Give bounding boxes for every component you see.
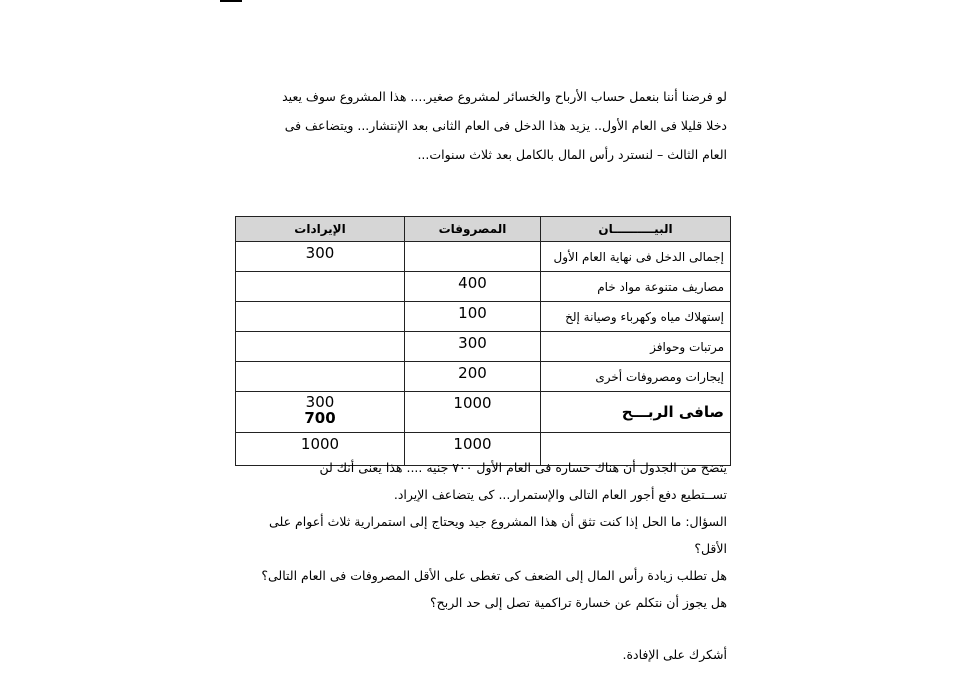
header-description: البيــــــــــان bbox=[541, 217, 731, 242]
header-expenses: المصروفات bbox=[405, 217, 541, 242]
header-revenues: الإيرادات bbox=[236, 217, 405, 242]
profit-revenues bbox=[236, 392, 405, 433]
row-expenses: 400 bbox=[405, 272, 541, 302]
total-revenues: 1000 bbox=[236, 433, 405, 466]
question-line: هل يجوز أن نتكلم عن خسارة تراكمية تصل إلى حد الربح؟ bbox=[430, 595, 727, 610]
question-line: هل تطلب زيادة رأس المال إلى الضعف كى تغطى على الأقل المصروفات فى العام التالى؟ bbox=[261, 568, 727, 583]
row-revenues bbox=[236, 272, 405, 302]
intro-line: دخلا قليلا فى العام الأول.. يزيد هذا الدخل فى العام الثانى بعد الإنتشار... ويتضاعف فى bbox=[284, 118, 727, 133]
row-revenues bbox=[236, 332, 405, 362]
top-rule bbox=[220, 0, 242, 2]
table-row bbox=[236, 302, 731, 332]
analysis-line: يتضح من الجدول أن هناك خسارة فى العام الأول ٧٠٠ جنيه .... هذا يعنى أنك لن bbox=[319, 460, 727, 475]
row-expenses: 100 bbox=[405, 302, 541, 332]
row-expenses: 200 bbox=[405, 362, 541, 392]
intro-line: العام الثالث – لنسترد رأس المال بالكامل بعد ثلاث سنوات... bbox=[417, 147, 727, 162]
row-revenues bbox=[236, 362, 405, 392]
row-expenses: 300 bbox=[405, 332, 541, 362]
table-row bbox=[236, 362, 731, 392]
row-description: إجمالى الدخل فى نهاية العام الأول bbox=[541, 242, 731, 272]
row-revenues bbox=[236, 302, 405, 332]
total-expenses: 1000 bbox=[405, 433, 541, 466]
analysis-line: تســتطيع دفع أجور العام التالى والإستمرار... كى يتضاعف الإيراد. bbox=[393, 487, 727, 502]
intro-paragraph bbox=[246, 82, 727, 169]
row-description: إيجارات ومصروفات أخرى bbox=[541, 362, 731, 392]
profit-loss-value: 700 bbox=[304, 409, 336, 427]
question-line: السؤال: ما الحل إذا كنت تثق أن هذا المشروع جيد ويحتاج إلى استمرارية ثلاث أعوام على bbox=[269, 514, 727, 529]
profit-expenses: 1000 bbox=[405, 392, 541, 433]
row-expenses bbox=[405, 242, 541, 272]
table-row bbox=[236, 272, 731, 302]
table-row bbox=[236, 332, 731, 362]
row-revenues: 300 bbox=[236, 242, 405, 272]
profit-revenue-value: 300 bbox=[305, 393, 335, 411]
profit-loss-table bbox=[235, 216, 731, 466]
profit-label: صافى الربـــح bbox=[541, 392, 731, 433]
table-row bbox=[236, 242, 731, 272]
intro-line: لو فرضنا أننا بنعمل حساب الأرباح والخسائر لمشروع صغير.... هذا المشروع سوف يعيد bbox=[282, 89, 727, 104]
analysis-paragraph bbox=[236, 454, 727, 616]
profit-row bbox=[236, 392, 731, 433]
row-description: إستهلاك مياه وكهرباء وصيانة إلخ bbox=[541, 302, 731, 332]
row-description: مصاريف متنوعة مواد خام bbox=[541, 272, 731, 302]
closing-line: أشكرك على الإفادة. bbox=[622, 647, 727, 662]
table-header-row bbox=[236, 217, 731, 242]
row-description: مرتبات وحوافز bbox=[541, 332, 731, 362]
question-line: الأقل؟ bbox=[694, 541, 727, 556]
